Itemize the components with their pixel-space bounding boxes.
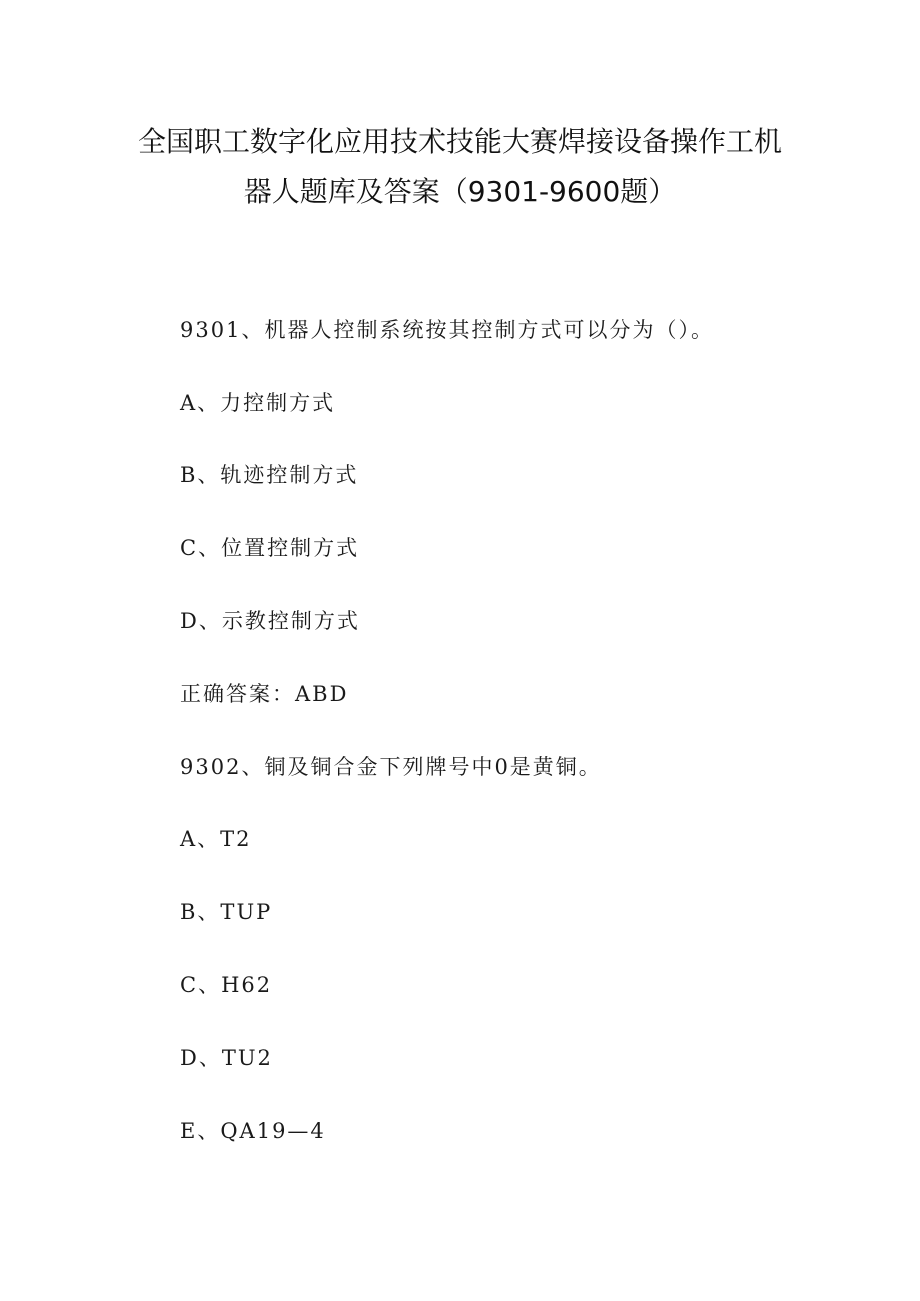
question-9302-option-b: B、TUP bbox=[180, 900, 273, 924]
question-9301-option-d: D、示教控制方式 bbox=[180, 609, 360, 633]
document-title-line-1: 全国职工数字化应用技术技能大赛焊接设备操作工机 bbox=[137, 125, 782, 158]
question-9302-option-e: E、QA19—4 bbox=[180, 1119, 326, 1143]
question-9301-option-b: B、轨迹控制方式 bbox=[180, 463, 359, 487]
question-9302-option-d: D、TU2 bbox=[180, 1046, 273, 1070]
question-9302-stem: 9302、铜及铜合金下列牌号中0是黄铜。 bbox=[180, 755, 602, 779]
question-9301-answer: 正确答案：ABD bbox=[180, 682, 349, 706]
question-9301-option-a: A、力控制方式 bbox=[180, 391, 336, 415]
question-9302-option-a: A、T2 bbox=[180, 827, 252, 851]
document-title-line-2: 器人题库及答案（9301-9600题） bbox=[243, 175, 677, 208]
question-9301-stem: 9301、机器人控制系统按其控制方式可以分为（）。 bbox=[180, 318, 714, 342]
question-9301-option-c: C、位置控制方式 bbox=[180, 536, 360, 560]
question-9302-option-c: C、H62 bbox=[180, 973, 273, 997]
